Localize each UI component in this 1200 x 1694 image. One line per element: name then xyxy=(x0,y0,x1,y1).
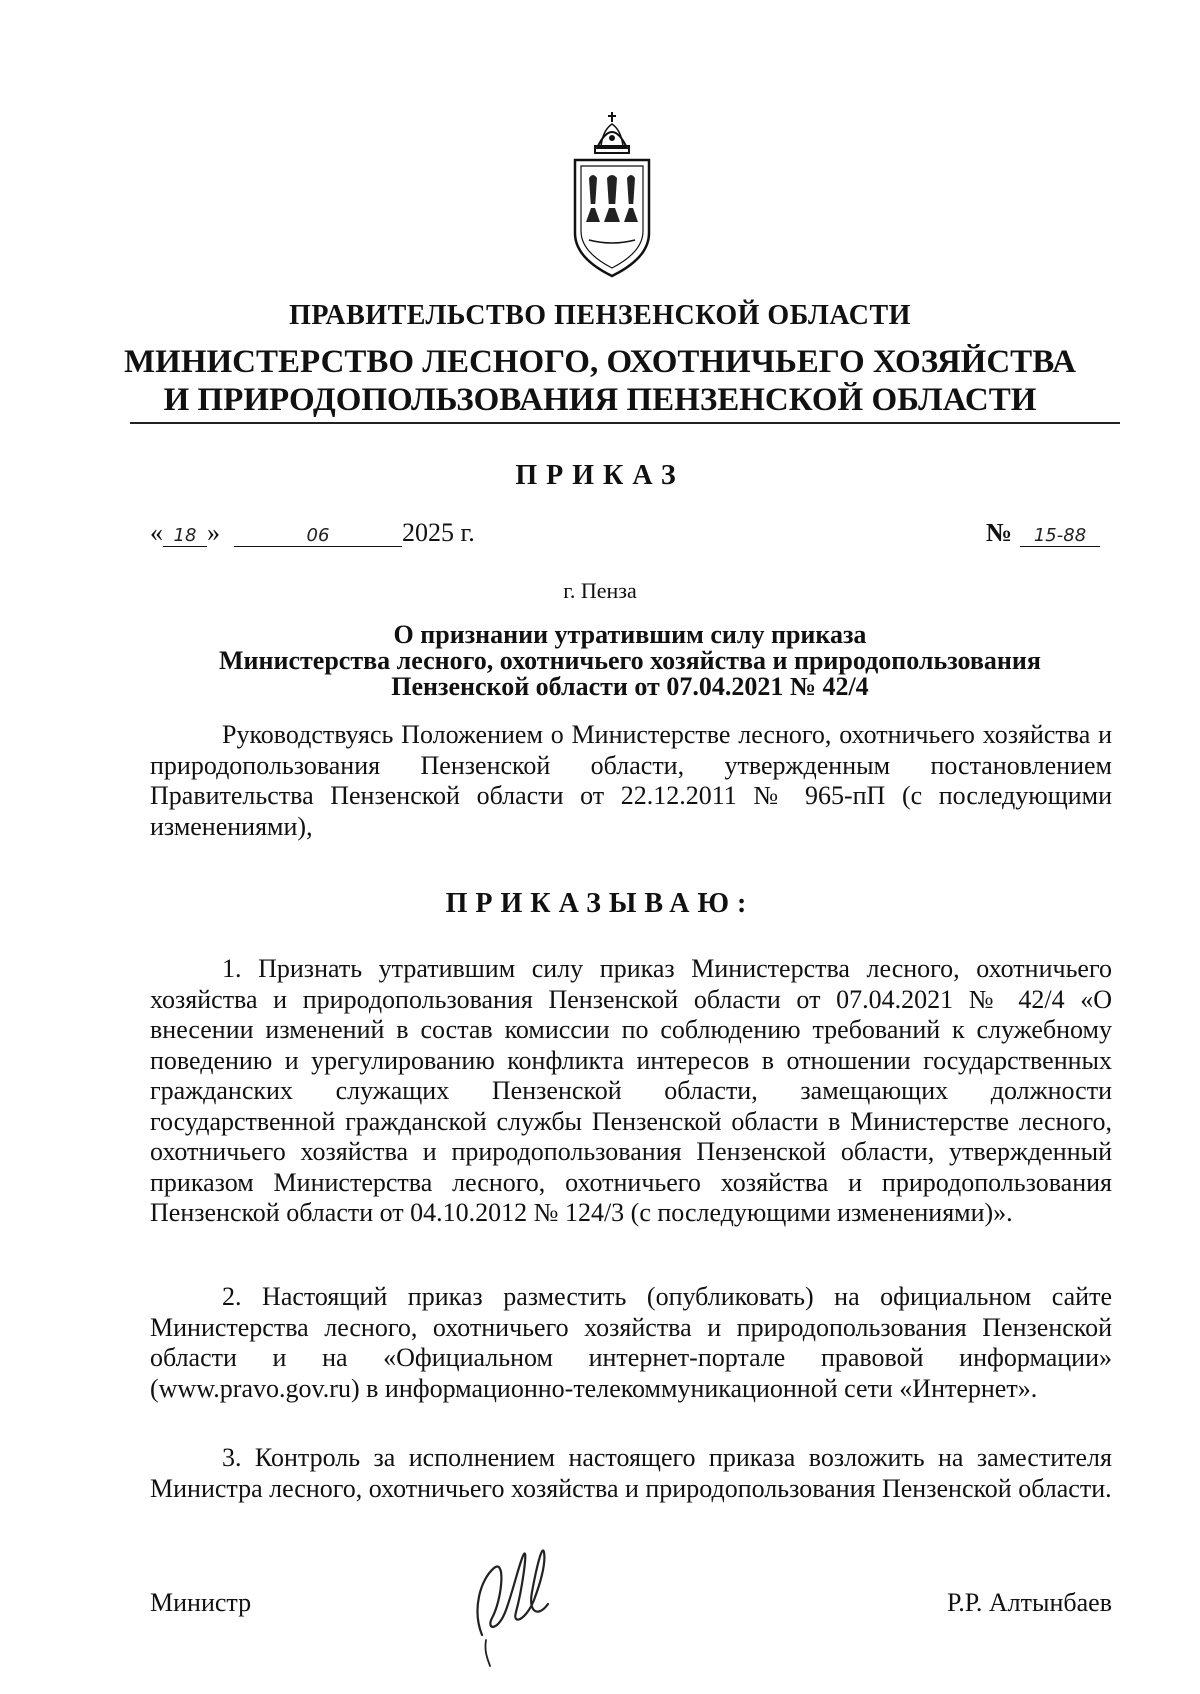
order-verb: ПРИКАЗЫВАЮ: xyxy=(445,888,755,919)
intro-paragraph: Руководствуясь Положением о Министерстве лесного, охотничьего хозяйства и природопользования Пензенской области, утвержденным постановлением Правительства Пензенской области от 22.12.2011 № 965-пП (с последующими изменениями), xyxy=(150,720,1112,841)
date-open-quote: « xyxy=(150,518,163,547)
subject-line3: Пензенской области от 07.04.2021 № 42/4 xyxy=(391,672,869,701)
handwritten-signature-icon xyxy=(462,1540,572,1668)
signatory-title: Министр xyxy=(150,1588,252,1617)
document-date xyxy=(150,518,475,548)
document-city: г. Пенза xyxy=(563,578,637,603)
ministry-title-line1: МИНИСТЕРСТВО ЛЕСНОГО, ОХОТНИЧЬЕГО ХОЗЯЙСТВА xyxy=(124,344,1076,380)
government-title: ПРАВИТЕЛЬСТВО ПЕНЗЕНСКОЙ ОБЛАСТИ xyxy=(289,300,911,331)
date-day: 18 xyxy=(163,525,207,547)
order-item-3: 3. Контроль за исполнением настоящего приказа возложить на заместителя Министра лесного, охотничьего хозяйства и природопользования Пензенской области. xyxy=(150,1443,1112,1503)
order-item-1: 1. Признать утратившим силу приказ Министерства лесного, охотничьего хозяйства и природопользования Пензенской области от 07.04.2021 № 42/4 «О внесении изменений в состав комиссии по соблюдению требований к служебному поведению и урегулированию конфликта интересов в отношении государственных гражданских служащих Пензенской области, замещающих должности государственной гражданской службы Пензенской области в Министерстве лесного, охотничьего хозяйства и природопользования Пензенской области, утвержденный приказом Министерства лесного, охотничьего хозяйства и природопользования Пензенской области от 04.10.2012 № 124/3 (с последующими изменениями)». xyxy=(150,954,1112,1227)
order-item-2: 2. Настоящий приказ разместить (опубликовать) на официальном сайте Министерства лесного, охотничьего хозяйства и природопользования Пензенской области и на «Официальном интернет-портале правовой информации» (www.pravo.gov.ru) в информационно-телекоммуникационной сети «Интернет». xyxy=(150,1282,1112,1403)
date-month: 06 xyxy=(234,525,402,547)
document-subject xyxy=(150,622,1110,700)
date-close-quote: » xyxy=(207,518,220,547)
subject-line2: Министерства лесного, охотничьего хозяйства и природопользования xyxy=(219,646,1041,675)
document-number xyxy=(986,518,1100,548)
signatory-name: Р.Р. Алтынбаев xyxy=(946,1588,1112,1617)
date-year: 2025 г. xyxy=(402,518,475,547)
document-type: ПРИКАЗ xyxy=(515,460,685,491)
number-value: 15-88 xyxy=(1020,525,1100,547)
penza-coat-of-arms-icon xyxy=(567,108,657,280)
number-label: № xyxy=(985,518,1012,547)
subject-line1: О признании утратившим силу приказа xyxy=(393,620,867,649)
ministry-title-line2: И ПРИРОДОПОЛЬЗОВАНИЯ ПЕНЗЕНСКОЙ ОБЛАСТИ xyxy=(163,382,1037,418)
header-divider xyxy=(130,422,1120,424)
